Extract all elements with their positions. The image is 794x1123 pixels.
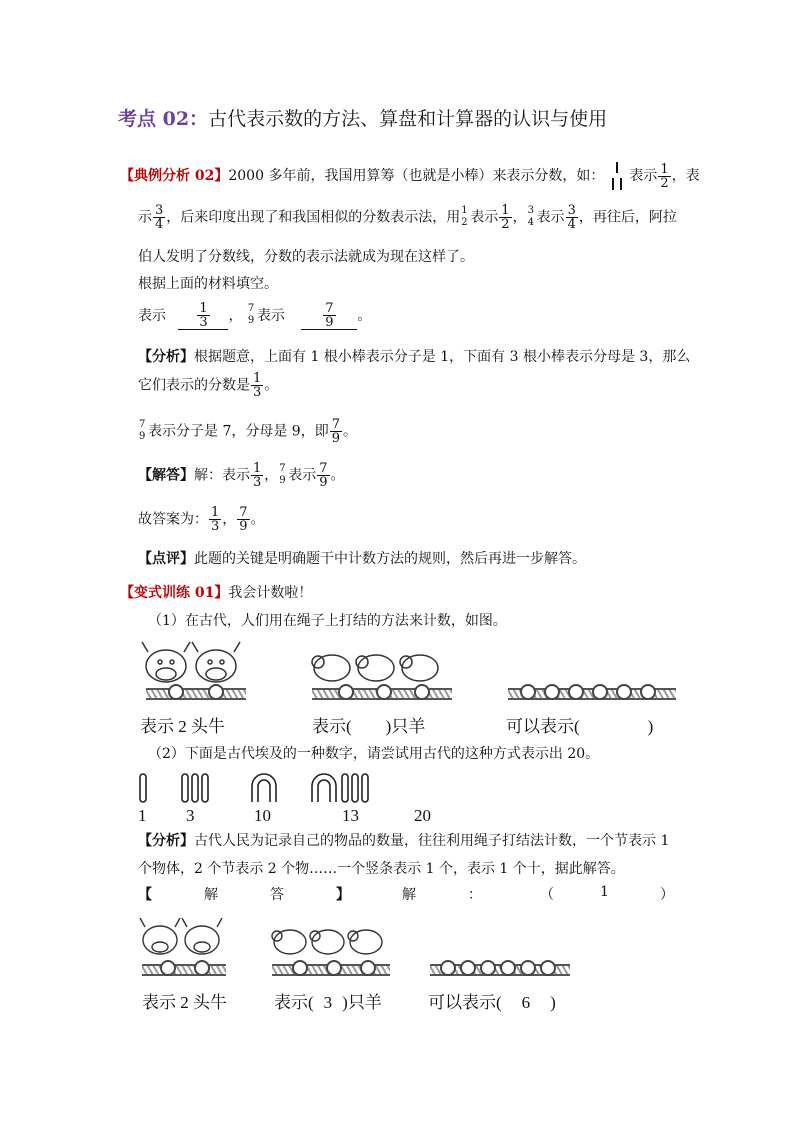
variant-answer-row: 【 解 答 】 解 ： （ 1 ） (138, 884, 674, 903)
fig2-caption-cows: 表示 2 头牛 (142, 993, 227, 1012)
variant-heading: 【变式训练 01】我会计数啦！ (120, 585, 313, 601)
analysis-line-2: 它们表示的分数是 $\frac{1}{3}$ 。 (138, 371, 279, 400)
sheep-icon (270, 924, 390, 960)
egypt-label-20: 20 (414, 806, 431, 825)
example-text-1c: ，表 (671, 168, 700, 184)
analysis-line-3: 7 9 表示分子是 7，分母是 9，即 $\frac{7}{9}$ 。 (139, 417, 357, 446)
analysis-line-1: 【分析】根据题意，上面有 1 根小棒表示分子是 1，下面有 3 根小棒表示分母是 3，那么 (138, 349, 691, 365)
sheep-icon (310, 648, 450, 688)
fraction-seven-ninths: $\frac{7}{9}$ (331, 417, 340, 446)
answer-line-2: 故答案为： $\frac{1}{3}$ ， $\frac{7}{9}$ 。 (138, 505, 265, 534)
indian-fraction-half: 1 2 (461, 204, 468, 228)
fraction-three-quarters-2: $\frac{3}{4}$ (567, 203, 576, 232)
variant-analysis-2: 个物体，2 个节表示 2 个物……一个竖条表示 1 个，表示 1 个十，据此解答。 (138, 861, 625, 877)
answer-blank-2: $\frac{7}{9}$ (301, 302, 357, 330)
title-text: 古代表示数的方法、算盘和计算器的认识与使用 (208, 108, 608, 130)
question-text-b: 表示 (256, 308, 285, 324)
cow-icon (140, 638, 250, 688)
fig2-caption-sheep: 表示( 3 )只羊 (274, 993, 382, 1012)
egypt-label-1: 1 (138, 806, 147, 825)
example-text-2e: ，再往后，阿拉 (578, 209, 677, 226)
example-text-2a: 示 (138, 209, 152, 226)
egypt-label-10: 10 (254, 806, 271, 825)
fig1-caption-cows: 表示 2 头牛 (140, 717, 225, 736)
rod-numeral-icon (609, 162, 625, 190)
fig2-answer-sheep: 3 (323, 993, 333, 1012)
fig2-answer-rope: 6 (521, 993, 531, 1012)
example-text-2b: ，后来印度出现了和我国相似的分数表示法，用 (166, 209, 461, 226)
variant-q2: （2）下面是古代埃及的一种数字，请尝试用古代的这种方式表示出 20。 (148, 746, 600, 762)
knot-counting-answer-figure (138, 912, 578, 1012)
example-text-1b: 表示 (629, 168, 658, 184)
example-text-2c: 表示 (470, 209, 499, 226)
title-prefix: 考点 02： (118, 108, 209, 130)
page-title (118, 104, 607, 131)
example-text-2d: 表示 (536, 209, 565, 226)
fraction-one-third: $\frac{1}{3}$ (253, 371, 262, 400)
egypt-label-13: 13 (342, 806, 359, 825)
example-line-2: 示 $\frac{3}{4}$ ，后来印度出现了和我国相似的分数表示法，用 1 2 表示 $\frac{1}{2}$ ， 3 4 表示 $\frac{3}{4}$ ，再往后，阿拉 (138, 203, 677, 232)
fraction-one-half: $\frac{1}{2}$ (660, 161, 669, 191)
fraction-one-half-2: $\frac{1}{2}$ (501, 203, 510, 232)
example-text-1a: 2000 多年前，我国用算筹（也就是小棒）来表示分数，如： (228, 168, 605, 184)
cow-icon (138, 914, 228, 960)
example-line-1 (120, 162, 700, 190)
analysis-tag: 【分析】 (138, 349, 194, 365)
indian-fraction-seven-ninths: 7 9 (247, 303, 255, 326)
variant-q1: （1）在古代，人们用在绳子上打结的方法来计数，如图。 (148, 613, 507, 629)
fraction-three-quarters: $\frac{3}{4}$ (155, 203, 164, 232)
example-line-3: 伯人发明了分数线，分数的表示法就成为现在这样了。 (138, 249, 474, 265)
variant-tag: 【变式训练 01】 (120, 585, 229, 601)
fig1-caption-sheep: 表示( )只羊 (312, 717, 426, 736)
example-line-4: 根据上面的材料填空。 (138, 276, 278, 292)
egypt-label-3: 3 (186, 806, 195, 825)
question-text-a: 表示 (138, 308, 166, 324)
indian-fraction-three-quarters: 3 4 (527, 204, 534, 228)
fig2-caption-rope: 可以表示( 6 ) (428, 993, 556, 1012)
answer-line-1: 【解答】解：表示 $\frac{1}{3}$ ， 7 9 表示 $\frac{7}{9}$ 。 (138, 461, 345, 490)
answer-tag: 【解答】 (138, 467, 194, 484)
comment-tag: 【点评】 (138, 551, 194, 567)
fig1-caption-rope: 可以表示( ) (506, 717, 654, 736)
knot-counting-figure (140, 634, 690, 738)
fill-in-question: 表示 $\frac{1}{3}$ ， 7 9 表示 $\frac{7}{9}$ 。 (138, 301, 372, 330)
comment-line: 【点评】此题的关键是明确题干中计数方法的规则，然后再进一步解答。 (138, 551, 586, 567)
answer-blank-1: $\frac{1}{3}$ (178, 302, 228, 330)
indian-fraction-seven-ninths-2: 7 9 (139, 418, 146, 442)
example-tag: 【典例分析 02】 (120, 168, 229, 184)
egyptian-numerals-figure (136, 770, 436, 806)
variant-analysis-1: 【分析】古代人民为记录自己的物品的数量，往往利用绳子打结法计数，一个节表示 1 (138, 833, 670, 849)
